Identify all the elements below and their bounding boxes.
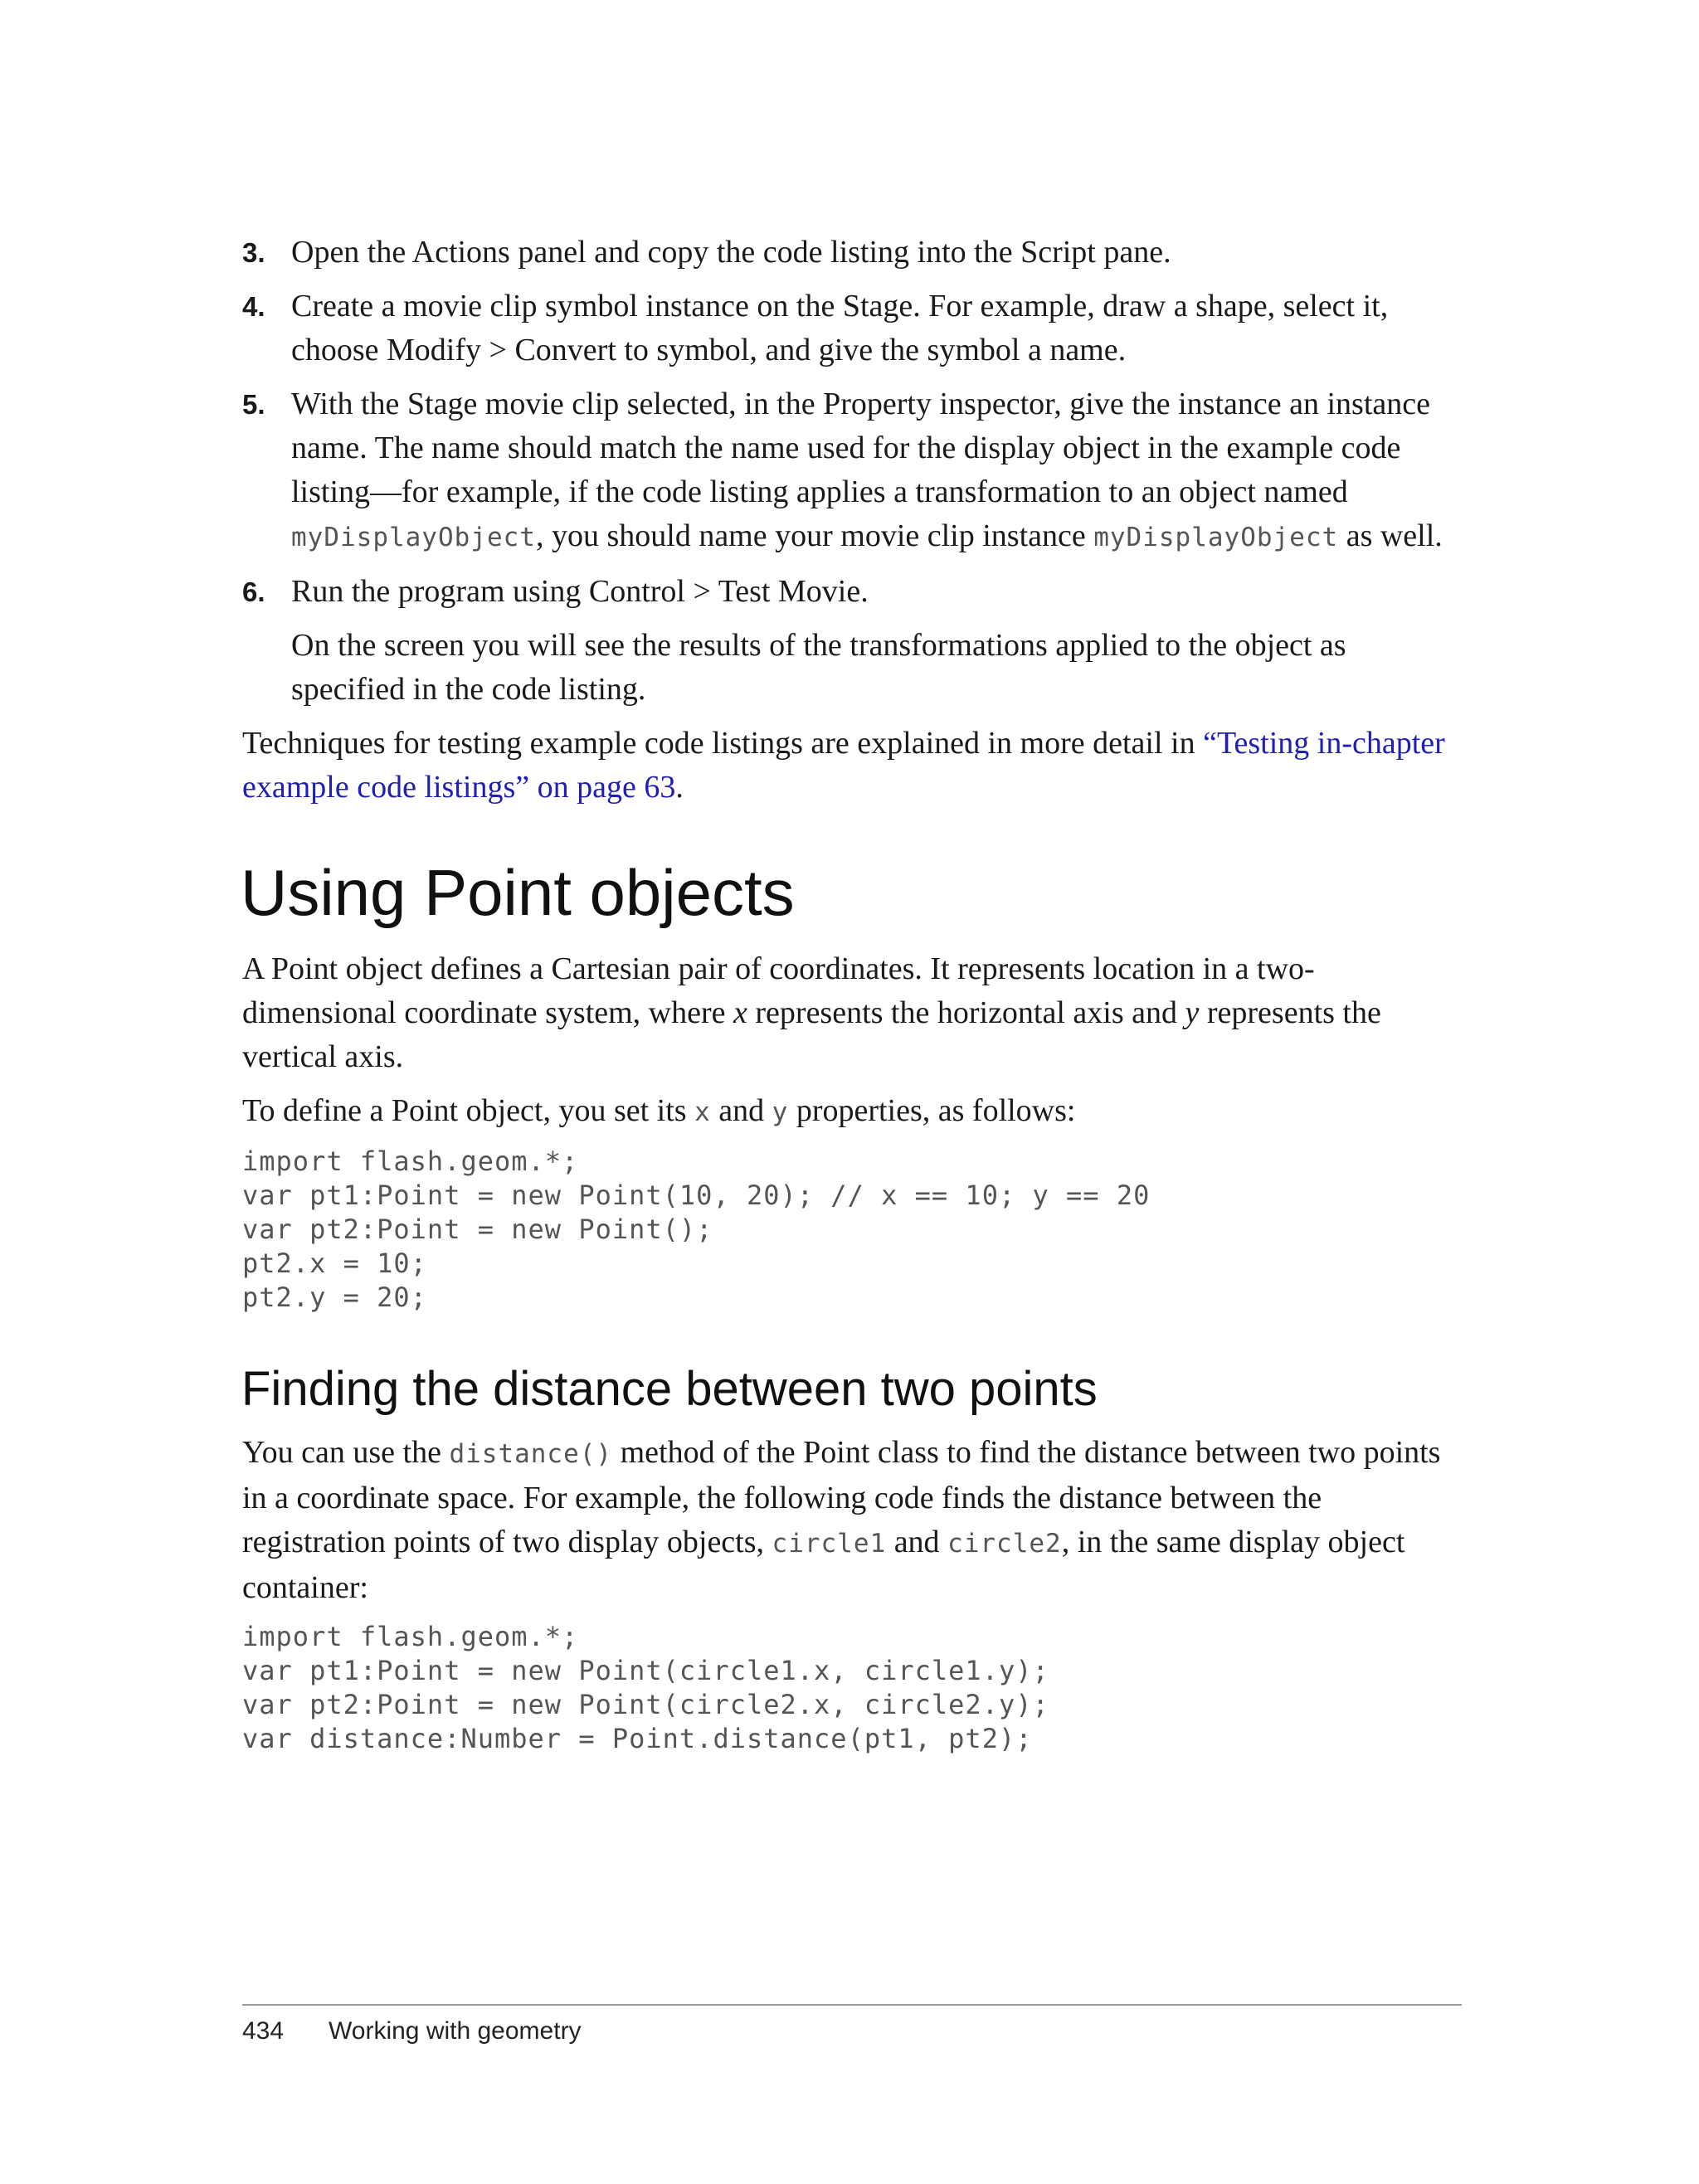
page-footer [242, 2017, 582, 2045]
step-item [242, 382, 1462, 560]
inline-code: y [772, 1097, 789, 1127]
text-run: , you should name your movie clip instance [535, 518, 1094, 553]
code-listing-point: import flash.geom.*; var pt1:Point = new Point(10, 20); // x == 10; y == 20 var pt2:Point = new Point(); pt2.x = 10; pt2.y = 20; [242, 1146, 1151, 1313]
text-run: Techniques for testing example code listings are explained in more detail in [242, 726, 1204, 761]
subsection-heading: Finding the distance between two points [241, 1362, 1098, 1416]
step-number: 5. [242, 389, 265, 420]
step-text [291, 289, 1388, 367]
step-item [242, 231, 1462, 275]
point-intro-paragraph [242, 947, 1462, 1079]
techniques-paragraph [242, 722, 1462, 810]
inline-code: myDisplayObject [291, 523, 536, 552]
text-run: Create a movie clip symbol instance on the Stage. For example, draw a shape, select it, choose Modify > Convert to symbol, and give the symbol a name. [291, 289, 1389, 367]
step-text [291, 387, 1443, 553]
chapter-title: Working with geometry [329, 2017, 582, 2045]
text-run: and [710, 1093, 772, 1128]
text-run: represents the vertical axis. [242, 995, 1381, 1074]
italic-variable: y [1185, 995, 1200, 1030]
steps-list [242, 231, 1462, 712]
text-run: Open the Actions panel and copy the code listing into the Script pane. [291, 235, 1171, 270]
text-run: A Point object defines a Cartesian pair of coordinates. It represents location in a two-dimensional coordinate system, where [242, 951, 1315, 1030]
inline-code: myDisplayObject [1093, 523, 1339, 552]
step-item [242, 285, 1462, 372]
define-point-paragraph [242, 1089, 1462, 1135]
text-run: properties, as follows: [788, 1093, 1076, 1128]
step-followup-text: On the screen you will see the results of the transformations applied to the object as specified in the code listing. [291, 628, 1346, 707]
distance-intro-paragraph [242, 1431, 1462, 1610]
text-run: . [675, 770, 684, 805]
step-number: 6. [242, 576, 265, 607]
step-item [242, 570, 1462, 614]
inline-code: x [694, 1097, 711, 1127]
text-run: represents the horizontal axis and [747, 995, 1185, 1030]
footer-divider [242, 2004, 1462, 2006]
text-run: and [886, 1525, 948, 1559]
italic-variable: x [733, 995, 747, 1030]
step-text [291, 574, 869, 609]
inline-code: circle1 [772, 1529, 887, 1559]
step-text [291, 235, 1171, 270]
text-run: Run the program using Control > Test Movie. [291, 574, 869, 609]
section-heading: Using Point objects [241, 856, 795, 929]
inline-code: distance() [449, 1439, 613, 1469]
code-listing-distance: import flash.geom.*; var pt1:Point = new Point(circle1.x, circle1.y); var pt2:Point = new Point(circle2.x, circle2.y); var distance:Number = Point.distance(pt1, pt2); [242, 1621, 1049, 1754]
page-content [242, 231, 1462, 1756]
cross-reference-link[interactable]: “Testing in-chapter example code listings” on page 63 [242, 726, 1445, 805]
step-number: 4. [242, 291, 265, 322]
page-number: 434 [242, 2017, 285, 2045]
text-run: as well. [1338, 518, 1443, 553]
text-run: You can use the [242, 1435, 450, 1470]
text-run: To define a Point object, you set its [242, 1093, 695, 1128]
text-run: method of the Point class to find the distance between two points in a coordinate space. For example, the following code finds the distance between the registration points of two display objects, [242, 1435, 1441, 1559]
inline-code: circle2 [947, 1529, 1062, 1559]
text-run: , in the same display object container: [242, 1525, 1405, 1605]
text-run: With the Stage movie clip selected, in the Property inspector, give the instance an instance name. The name should match the name used for the display object in the example code listing—for example, if the code listing applies a transformation to an object named [291, 387, 1430, 509]
step-number: 3. [242, 237, 265, 268]
